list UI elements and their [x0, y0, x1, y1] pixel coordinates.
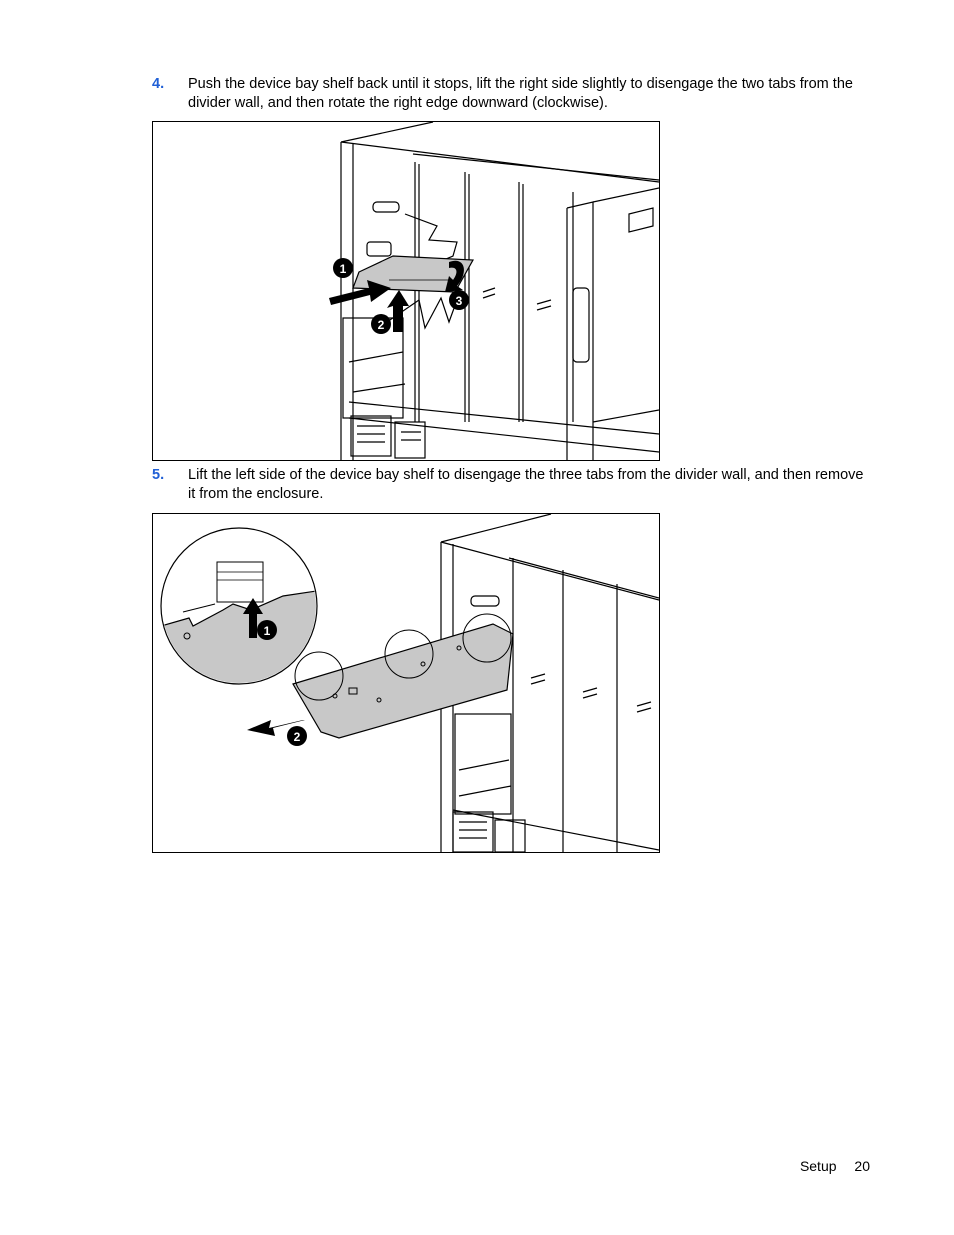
figure-push-rotate-shelf — [152, 121, 660, 461]
page-number: 20 — [854, 1158, 870, 1174]
callout-2 — [287, 726, 307, 746]
svg-text:2: 2 — [377, 318, 385, 332]
svg-text:1: 1 — [263, 624, 271, 638]
callout-1 — [257, 620, 277, 640]
page-footer — [800, 1158, 870, 1174]
step-number: 5. — [152, 467, 165, 483]
device-bay-shelf — [293, 624, 513, 738]
step-number: 4. — [152, 76, 165, 92]
callout-2 — [371, 314, 391, 334]
enclosure-illustration-1 — [153, 122, 659, 460]
step-text: Push the device bay shelf back until it stops, lift the right side slightly to disengage the two tabs from the divider wall, and then rotate the right edge downward (clockwise). — [188, 76, 853, 111]
footer-section: Setup — [799, 1158, 837, 1174]
svg-text:3: 3 — [455, 294, 463, 308]
figure-remove-shelf — [152, 513, 660, 853]
step-5 — [152, 466, 872, 504]
step-4 — [152, 75, 872, 113]
svg-text:1: 1 — [339, 262, 347, 276]
callout-1 — [333, 258, 353, 278]
step-text: Lift the left side of the device bay shelf to disengage the three tabs from the divider wall, and then remove it from the enclosure. — [188, 467, 864, 502]
svg-text:2: 2 — [293, 730, 301, 744]
callout-3 — [449, 290, 469, 310]
enclosure-illustration-2 — [153, 514, 659, 852]
